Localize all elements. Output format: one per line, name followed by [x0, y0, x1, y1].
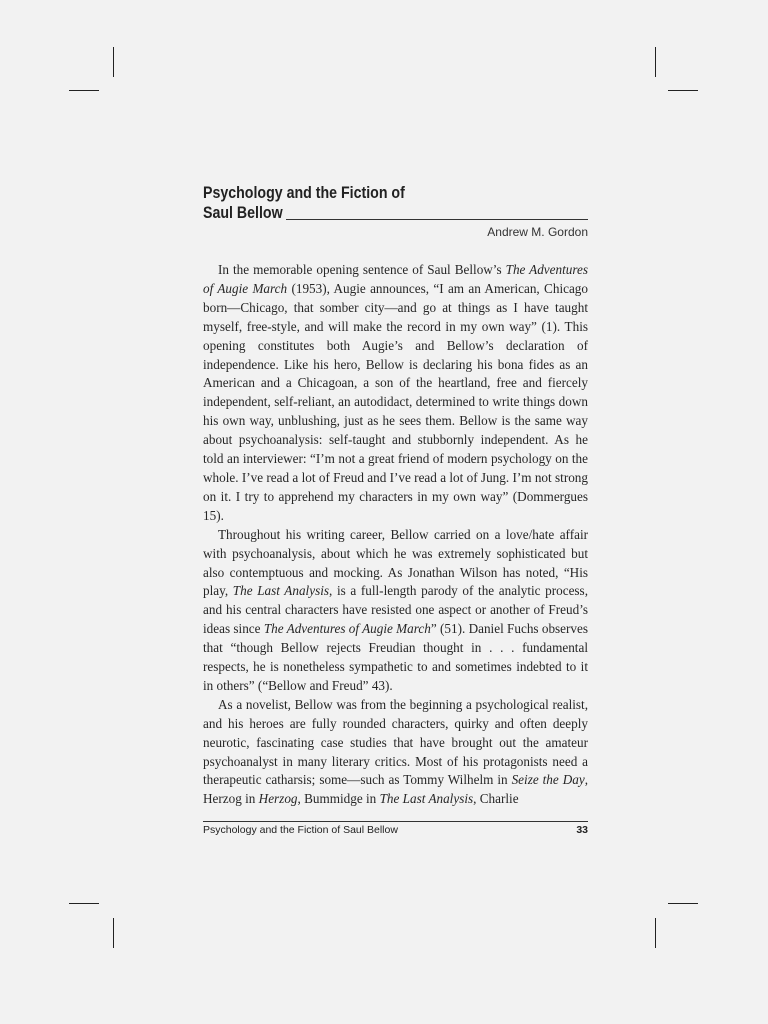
chapter-author: Andrew M. Gordon — [487, 225, 588, 239]
crop-mark — [69, 90, 99, 91]
running-title: Psychology and the Fiction of Saul Bellow — [203, 824, 398, 836]
page-content — [203, 183, 588, 809]
italic-title: The Last Analysis — [379, 791, 474, 807]
italic-title: The Last Analysis — [232, 583, 330, 599]
paragraph — [203, 261, 588, 526]
text-run: , Herzog in — [203, 772, 588, 807]
text-run: Throughout his writing career, Bellow carried on a love/hate affair with psychoanalysis, about which he was extremely sophisticated but also contemptuous and mocking. As Jonathan Wilson has noted, “His play, — [203, 526, 588, 599]
italic-title: The Adventures of Augie March — [203, 262, 588, 296]
text-run: In the memorable opening sentence of Saul Bellow’s — [218, 262, 506, 277]
chapter-heading — [203, 183, 588, 223]
crop-mark — [668, 90, 698, 91]
text-run: , is a full-length parody of the analytic process, and his central characters have resisted one aspect or another of Freud’s ideas since — [203, 583, 588, 637]
italic-title: The Adventures of Augie March — [263, 621, 431, 637]
chapter-title-line2-row — [203, 203, 588, 223]
chapter-title-line1: Psychology and the Fiction of — [203, 184, 405, 202]
text-run: As a novelist, Bellow was from the beginning a psychological realist, and his heroes are fully rounded characters, quirky and often deeply neurotic, fascinating case studies that have brought out the amateur psychoanalyst in many literary critics. Most of his protagonists need a therapeutic catharsis; some—such as Tommy Wilhelm in — [203, 696, 588, 788]
crop-mark — [655, 918, 656, 948]
text-run: , Charlie — [473, 791, 519, 807]
crop-mark — [668, 903, 698, 904]
body-text — [203, 261, 588, 809]
crop-mark — [113, 47, 114, 77]
title-rule — [286, 219, 588, 220]
page-footer — [203, 821, 588, 836]
page-number: 33 — [576, 824, 588, 836]
italic-title: Herzog — [258, 791, 298, 807]
paragraph — [203, 526, 588, 696]
text-run: ” (51). Daniel Fuchs observes that “though Bellow rejects Freudian thought in . . . fundamental respects, he is nonetheless sympathetic to and sometimes indebted to it in others” (“Bellow and Freud” 43). — [203, 621, 588, 693]
crop-mark — [655, 47, 656, 77]
italic-title: Seize the Day — [511, 772, 585, 788]
paragraph — [203, 696, 588, 809]
text-run: , Bummidge in — [297, 791, 380, 807]
crop-mark — [113, 918, 114, 948]
text-run: (1953), Augie announces, “I am an American, Chicago born—Chicago, that somber city—and go at things as I have taught myself, free-style, and will make the record in my own way” (1). This opening constitutes both Augie’s and Bellow’s declaration of independence. Like his hero, Bellow is declaring his bona fides as an American and a Chicagoan, a son of the heartland, free and fiercely independent, self-reliant, an autodidact, determined to write things down his own way, unblushing, just as he sees them. Bellow is the same way about psychoanalysis: self-taught and stubbornly independent. As he told an interviewer: “I’m not a great friend of modern psychology on the whole. I’ve read a lot of Freud and I’ve read a lot of Jung. I’m not strong on it. I try to apprehend my characters in my own way” (Dommergues 15). — [203, 280, 588, 523]
crop-mark — [69, 903, 99, 904]
chapter-title-line2: Saul Bellow — [203, 204, 283, 222]
